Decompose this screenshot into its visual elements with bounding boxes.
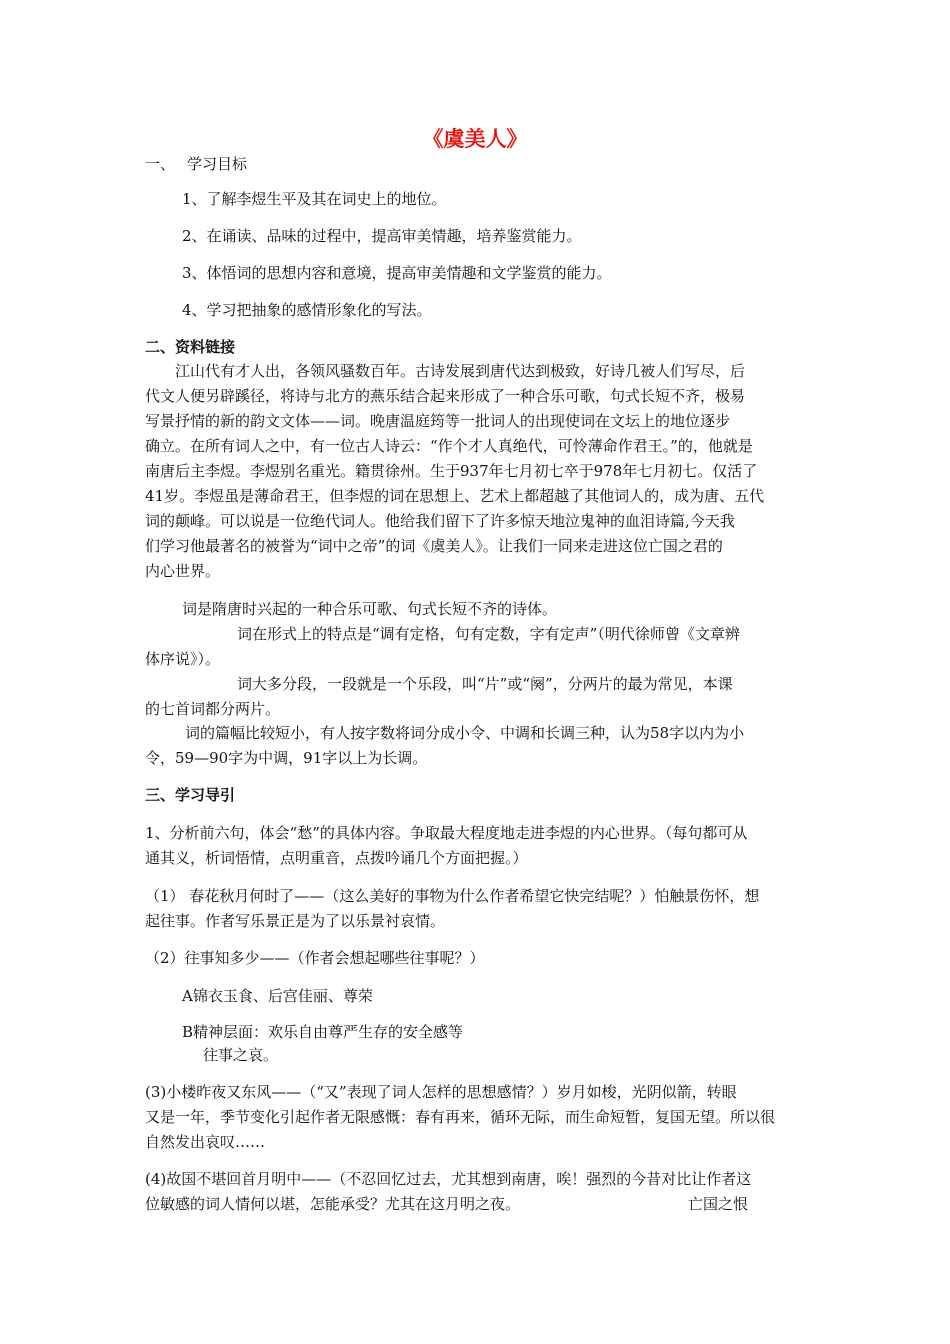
length-line: 词的篇幅比较短小，有人按字数将词分成小令、中调和长调三种，认为58字以内为小	[185, 724, 745, 742]
goal-item: 2、在诵读、品味的过程中，提高审美情趣，培养鉴赏能力。	[182, 227, 582, 245]
form-line: 体序说》）。	[145, 650, 221, 668]
length-line: 令，59—90字为中调，91字以上为长调。	[145, 749, 428, 767]
intro-line: 江山代有才人出，各领风骚数百年。古诗发展到唐代达到极致，好诗几被人们写尽，后	[175, 362, 746, 380]
section2-heading: 二、资料链接	[145, 338, 236, 356]
section-line: 词大多分段，一段就是一个乐段，叫“片”或“阕”，分两片的最为常见，本课	[237, 675, 733, 693]
goal-item: 1、了解李煜生平及其在词史上的地位。	[182, 190, 447, 208]
section-line: 的七首词都分两片。	[145, 700, 281, 718]
intro-line: 41岁。李煜虽是薄命君王，但李煜的词在思想上、艺术上都超越了其他词人的，成为唐、五代	[145, 487, 765, 505]
intro-line: 内心世界。	[145, 562, 221, 580]
question-3-line: (3)小楼昨夜又东风——（“又”表现了词人怎样的思想感情？）岁月如梭，光阴似箭，转眼	[145, 1083, 737, 1101]
question-1-line: （1） 春花秋月何时了——（这么美好的事物为什么作者希望它快完结呢？）怕触景伤怀，想	[145, 887, 760, 905]
section1-heading: 学习目标	[187, 155, 248, 173]
intro-line: 代文人便另辟蹊径，将诗与北方的燕乐结合起来形成了一种合乐可歌，句式长短不齐，极易	[145, 387, 746, 405]
intro-line: 们学习他最著名的被誉为“词中之帝”的词《虞美人》。让我们一同来走进这位亡国之君的	[145, 537, 723, 555]
question-3-line: 自然发出哀叹……	[145, 1133, 266, 1151]
question-2-summary: 往事之哀。	[203, 1046, 279, 1064]
question-4-line: 位敏感的词人情何以堪，怎能承受？尤其在这月明之夜。	[145, 1195, 521, 1213]
goal-item: 4、学习把抽象的感情形象化的写法。	[182, 301, 432, 319]
question-2: （2）往事知多少——（作者会想起哪些往事呢？）	[145, 949, 485, 967]
section3-heading: 三、学习导引	[145, 786, 236, 804]
intro-line: 南唐后主李煜。李煜别名重光。籍贯徐州。生于937年七月初七卒于978年七月初七。仅活了	[145, 462, 758, 480]
question-2-point-b: B精神层面：欢乐自由尊严生存的安全感等	[182, 1023, 464, 1041]
question-2-point-a: A锦衣玉食、后宫佳丽、尊荣	[182, 987, 373, 1005]
task-line: 1、分析前六句，体会“愁”的具体内容。争取最大程度地走进李煜的内心世界。（每句都可从	[145, 824, 748, 842]
question-1-line: 起往事。作者写乐景正是为了以乐景衬哀情。	[145, 912, 446, 930]
ci-definition: 词是隋唐时兴起的一种合乐可歌、句式长短不齐的诗体。	[182, 600, 558, 618]
form-line: 词在形式上的特点是“调有定格，句有定数，字有定声”（明代徐师曾《文章辨	[237, 625, 740, 643]
goal-item: 3、体悟词的思想内容和意境，提高审美情趣和文学鉴赏的能力。	[182, 264, 612, 282]
page-title: 《虞美人》	[422, 126, 528, 151]
section1-heading-number: 一、	[145, 155, 176, 173]
intro-line: 词的颠峰。可以说是一位绝代词人。他给我们留下了许多惊天地泣鬼神的血泪诗篇,今天我	[145, 512, 735, 530]
task-line: 通其义，析词悟情，点明重音，点拨吟诵几个方面把握。）	[145, 849, 528, 867]
intro-line: 写景抒情的新的韵文文体——词。晚唐温庭筠等一批词人的出现使词在文坛上的地位逐步	[145, 412, 731, 430]
intro-line: 确立。在所有词人之中，有一位古人诗云：“作个才人真绝代，可怜薄命作君王。”的，他就是	[145, 437, 753, 455]
question-4-note: 亡国之恨	[688, 1195, 749, 1213]
question-4-line: (4)故国不堪回首月明中——（不忍回忆过去，尤其想到南唐，唉！强烈的今昔对比让作者这	[145, 1170, 752, 1188]
question-3-line: 又是一年，季节变化引起作者无限感慨：春有再来，循环无际，而生命短暂，复国无望。所以很	[145, 1108, 776, 1126]
